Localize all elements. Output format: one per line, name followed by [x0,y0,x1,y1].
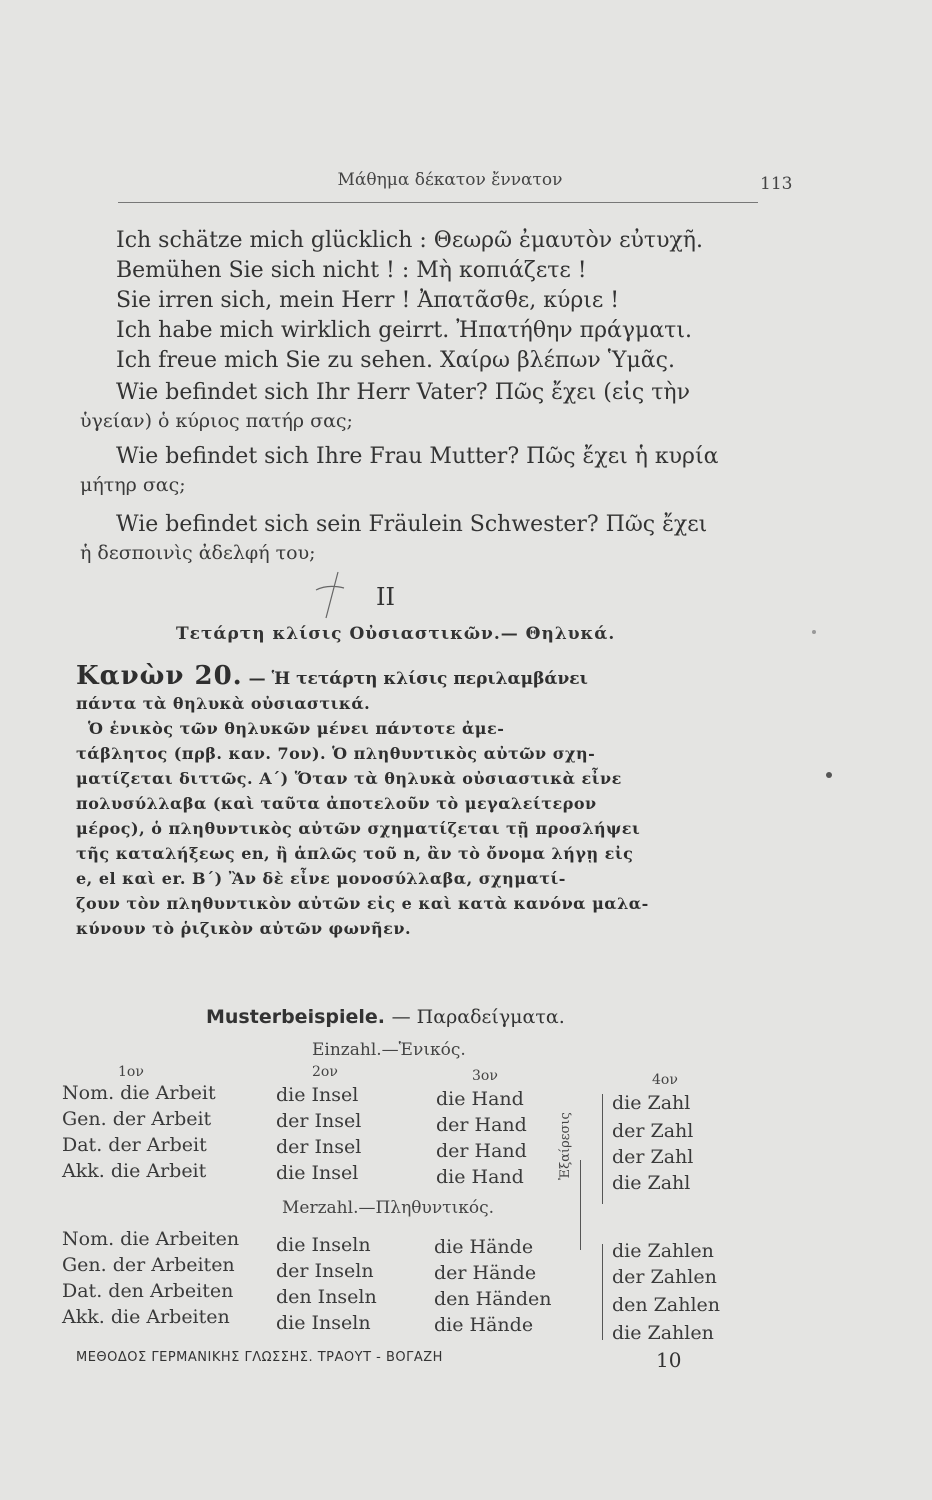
rule-line: Ὁ ἑνικὸς τῶν θηλυκῶν μένει πάντοτε ἀμε- [88,719,505,738]
examples-title-gr: — Παραδείγματα. [391,1006,565,1028]
phrase-line: Sie irren sich, mein Herr ! Ἀπατᾶσθε, κύριε ! [116,288,620,313]
phrase-line: Ich freue mich Sie zu sehen. Χαίρω βλέπων Ὑμᾶς. [116,348,675,373]
plural-cell: die Zahlen [612,1322,714,1344]
singular-cell: der Zahl [612,1146,694,1168]
phrase-continuation: ὑγείαν) ὁ κύριος πατήρ σας; [80,410,353,432]
rule-line: μέρος), ὁ πληθυντικὸς αὐτῶν σχηματίζεται τῇ προσλήψει [76,819,641,838]
column-bracket [602,1244,609,1340]
plural-cell: der Zahlen [612,1266,717,1288]
phrase-line: Wie befindet sich Ihr Herr Vater? Πῶς ἔχει (εἰς τὴν [116,380,690,405]
plural-cell: die Zahlen [612,1240,714,1262]
rule-line: τάβλητος (πρβ. καν. 7ον). Ὁ πληθυντικὸς αὐτῶν σχη- [76,744,596,763]
phrase-line: Wie befindet sich Ihre Frau Mutter? Πῶς ἔχει ἡ κυρία [116,444,719,469]
ink-speck [812,630,816,634]
plural-cell: die Hände [434,1314,534,1336]
plural-cell: die Inseln [276,1234,371,1256]
singular-cell: der Zahl [612,1120,694,1142]
singular-cell: die Zahl [612,1092,691,1114]
running-header-title: Μάθημα δέκατον ἔννατον [337,170,563,190]
singular-cell: die Insel [276,1084,359,1106]
plural-cell: die Inseln [276,1312,371,1334]
plural-cell: Gen. der Arbeiten [62,1254,235,1276]
sheet-number: 10 [656,1348,682,1372]
rule-line: κύνουν τὸ ῥιζικὸν αὐτῶν φωνῆεν. [76,919,412,938]
plural-label: Merzahl.—Πληθυντικός. [282,1198,495,1218]
column-number: 2ον [312,1064,338,1080]
examples-title [206,1006,565,1028]
singular-cell: Nom. die Arbeit [62,1082,216,1104]
singular-cell: der Hand [436,1114,527,1136]
singular-cell: der Hand [436,1140,527,1162]
phrase-line: Ich schätze mich glücklich : Θεωρῶ ἐμαυτὸν εὐτυχῆ. [116,228,703,253]
header-rule [118,202,758,203]
rule-canon-label: Κανὼν 20. [76,661,243,691]
rule-line: e, el καὶ er. Β΄) Ἂν δὲ εἶνε μονοσύλλαβα, σχηματί- [76,869,566,888]
phrase-line: Ich habe mich wirklich geirrt. Ἠπατήθην πράγματι. [116,318,692,343]
singular-cell: Dat. der Arbeit [62,1134,207,1156]
singular-cell: der Insel [276,1110,362,1132]
phrase-continuation: ἡ δεσποινὶς ἀδελφή του; [80,542,316,564]
singular-cell: Akk. die Arbeit [62,1160,207,1182]
rule-line: τῆς καταλήξεως en, ἢ ἁπλῶς τοῦ n, ἂν τὸ ὄνομα λήγῃ εἰς [76,844,634,863]
plural-cell: der Inseln [276,1260,374,1282]
phrase-line: Wie befindet sich sein Fräulein Schwester? Πῶς ἔχει [116,512,708,537]
rule-first-line [76,661,776,691]
pen-mark-icon [298,570,358,630]
plural-cell: den Zahlen [612,1294,721,1316]
singular-cell: die Insel [276,1162,359,1184]
column-number: 3ον [472,1068,498,1084]
rule-text [76,661,776,941]
column-number: 4ον [652,1072,678,1088]
section-heading: Τετάρτη κλίσις Οὐσιαστικῶν.— Θηλυκά. [176,624,616,644]
phrase-line: Bemühen Sie sich nicht ! : Μὴ κοπιάζετε ! [116,258,587,283]
plural-cell: Nom. die Arbeiten [62,1228,240,1250]
singular-cell: die Hand [436,1166,524,1188]
exception-bracket [580,1160,587,1250]
examples-title-de: Musterbeispiele. [206,1006,386,1028]
plural-cell: Dat. den Arbeiten [62,1280,234,1302]
singular-cell: die Hand [436,1088,524,1110]
singular-label: Einzahl.—Ἑνικός. [312,1040,466,1060]
rule-line: ζουν τὸν πληθυντικὸν αὐτῶν εἰς e καὶ κατὰ κανόνα μαλα- [76,894,649,913]
exception-side-label: Ἐξαίρεσις [558,1112,573,1180]
singular-cell: die Zahl [612,1172,691,1194]
rule-line: πολυσύλλαβα (καὶ ταῦτα ἀποτελοῦν τὸ μεγαλείτερον [76,794,597,813]
rule-line: ματίζεται διττῶς. Α΄) Ὅταν τὰ θηλυκὰ οὐσιαστικὰ εἶνε [76,769,622,788]
plural-cell: Akk. die Arbeiten [62,1306,230,1328]
rule-line: πάντα τὰ θηλυκὰ οὐσιαστικά. [76,694,371,713]
footer-book-title: ΜΕΘΟΔΟΣ ΓΕΡΜΑΝΙΚΗΣ ΓΛΩΣΣΗΣ. ΤΡΑΟΥΤ - ΒΟΓΑΖΗ [76,1350,443,1365]
ink-speck [826,772,832,778]
singular-cell: der Insel [276,1136,362,1158]
column-number: 1ον [118,1064,144,1080]
plural-cell: der Hände [434,1262,537,1284]
page-number: 113 [760,174,793,194]
plural-cell: die Hände [434,1236,534,1258]
phrase-continuation: μήτηρ σας; [80,474,186,496]
singular-cell: Gen. der Arbeit [62,1108,212,1130]
plural-cell: den Händen [434,1288,552,1310]
rule-first-text: — Ἡ τετάρτη κλίσις περιλαμβάνει [248,669,588,689]
column-bracket [602,1094,609,1204]
phrase-list [80,226,776,566]
section-numeral: II [376,583,395,611]
plural-cell: den Inseln [276,1286,377,1308]
